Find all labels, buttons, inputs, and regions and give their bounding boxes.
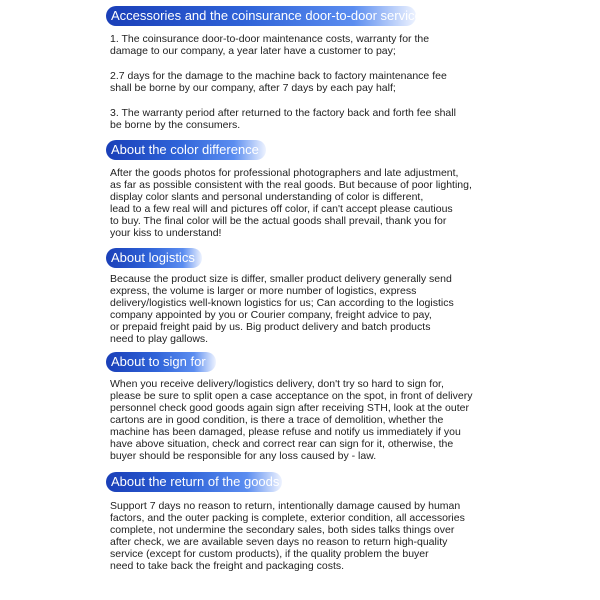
text-line: your kiss to understand! (110, 227, 222, 239)
text-line: buyer should be responsible for any loss caused by - law. (110, 450, 377, 462)
text-line: factors, and the outer packing is complete, exterior condition, all accessories (110, 512, 465, 524)
paragraph-warranty-1 (110, 33, 490, 57)
text-line: company appointed by you or Courier company, freight advice to pay, (110, 309, 432, 321)
text-line: delivery/logistics well-known logistics for us; Can according to the logistics (110, 297, 454, 309)
text-line: display color slants and personal understanding of color is different, (110, 191, 424, 203)
section-header-accessories: Accessories and the coinsurance door-to-door service (106, 6, 416, 26)
paragraph-warranty-3 (110, 107, 490, 131)
text-line: 3. The warranty period after returned to the factory back and forth fee shall (110, 107, 456, 119)
text-line: When you receive delivery/logistics delivery, don't try so hard to sign for, (110, 378, 444, 390)
text-line: damage to our company, a year later have a customer to pay; (110, 45, 396, 57)
text-line: service (except for custom products), if the quality problem the buyer (110, 548, 429, 560)
paragraph-color-difference (110, 167, 490, 239)
text-line: 2.7 days for the damage to the machine back to factory maintenance fee (110, 70, 447, 82)
paragraph-sign-for (110, 378, 490, 462)
text-line: cartons are in good condition, is there a trace of demolition, whether the (110, 414, 444, 426)
paragraph-return (110, 500, 490, 572)
text-line: please be sure to split open a case acceptance on the spot, in front of delivery (110, 390, 473, 402)
text-line: machine has been damaged, please refuse and notify us immediately if you (110, 426, 461, 438)
text-line: need to play gallows. (110, 333, 209, 345)
text-line: or prepaid freight paid by us. Big product delivery and batch products (110, 321, 431, 333)
section-header-return: About the return of the goods (106, 472, 282, 492)
text-line: 1. The coinsurance door-to-door maintenance costs, warranty for the (110, 33, 430, 45)
text-line: Because the product size is differ, smaller product delivery generally send (110, 273, 452, 285)
text-line: after check, we are available seven days no reason to return high-quality (110, 536, 448, 548)
text-line: personnel check good goods again sign after receiving STH, look at the outer (110, 402, 469, 414)
section-header-logistics: About logistics (106, 248, 202, 268)
text-line: to buy. The final color will be the actual goods shall prevail, thank you for (110, 215, 447, 227)
text-line: complete, not undermine the secondary sales, both sides talks things over (110, 524, 455, 536)
text-line: shall be borne by our company, after 7 days by each pay half; (110, 82, 396, 94)
text-line: have above situation, check and correct rear can sign for it, otherwise, the (110, 438, 454, 450)
section-header-sign-for: About to sign for (106, 352, 216, 372)
text-line: lead to a few real will and pictures off color, if can't accept please cautious (110, 203, 453, 215)
paragraph-logistics (110, 273, 490, 345)
text-line: express, the volume is larger or more number of logistics, express (110, 285, 417, 297)
section-header-color-difference: About the color difference (106, 140, 266, 160)
text-line: as far as possible consistent with the real goods. But because of poor lighting, (110, 179, 472, 191)
paragraph-warranty-2 (110, 70, 490, 94)
text-line: be borne by the consumers. (110, 119, 241, 131)
text-line: After the goods photos for professional photographers and late adjustment, (110, 167, 459, 179)
text-line: Support 7 days no reason to return, intentionally damage caused by human (110, 500, 461, 512)
text-line: need to take back the freight and packaging costs. (110, 560, 345, 572)
